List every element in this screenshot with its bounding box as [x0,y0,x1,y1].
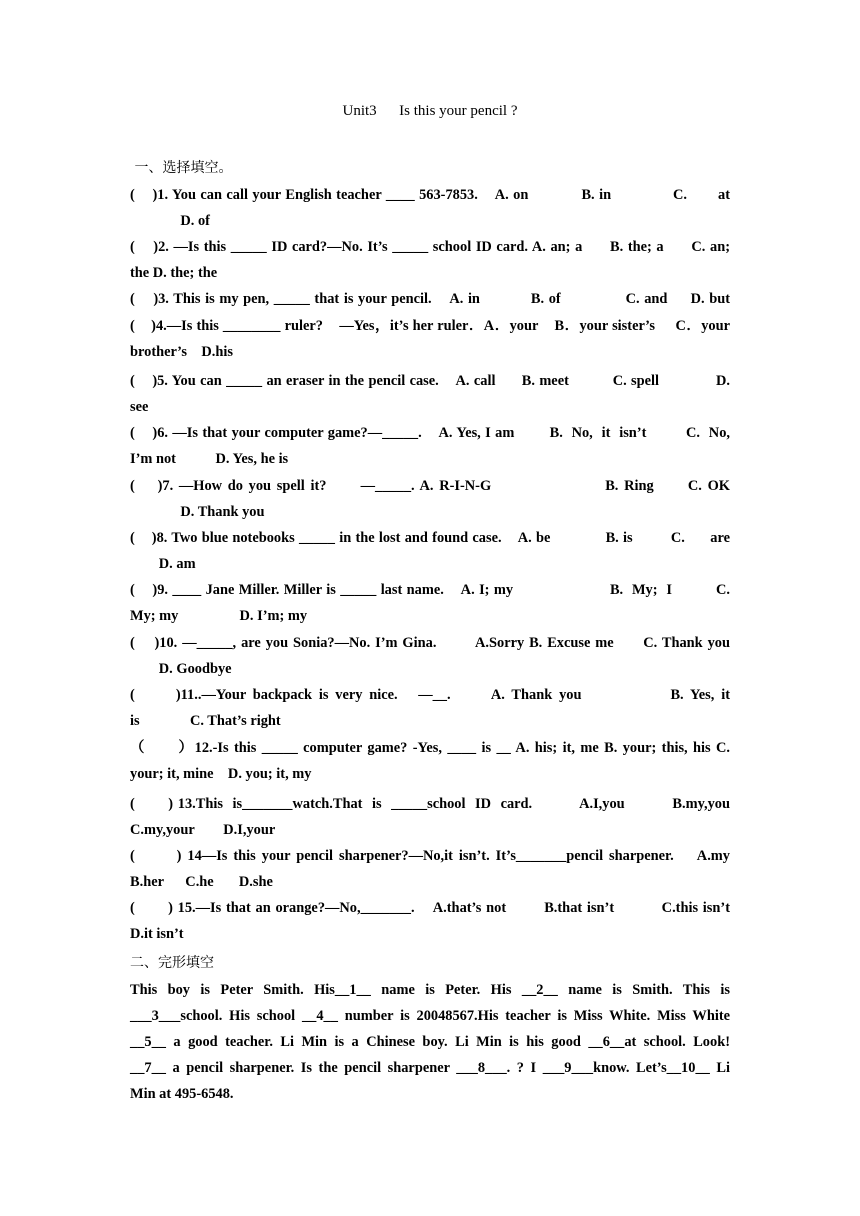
question-11 [130,682,730,734]
question-line-1: ( ) 15.—Is that an orange?—No,_______. A.that’s not B.that isn’t C.this isn’t [130,900,730,916]
question-line-2: the D. the; the [130,265,218,281]
question-14 [130,843,730,895]
section-heading-choice: 一、选择填空。 [130,160,233,176]
question-line-1: ( )3. This is my pen, _____ that is your pencil. A. in B. of C. and D. but [130,291,730,307]
question-line-2: brother’s D.his [130,344,233,360]
question-1 [130,182,730,234]
question-15 [130,895,730,947]
question-line-2: My; my D. I’m; my [130,608,308,624]
question-line-2: D. of [130,213,210,229]
question-line-1: ( )8. Two blue notebooks _____ in the lost and found case. A. be B. is C. are [130,530,730,546]
question-line-1: ( )9. ____ Jane Miller. Miller is _____ last name. A. I; my B. My; I C. [130,582,730,598]
question-line-1: ( )2. —Is this _____ ID card?—No. It’s _____ school ID card. A. an; a B. the; a C. an; [130,239,730,255]
question-13 [130,791,730,843]
question-line-1: ( )6. —Is that your computer game?—_____. A. Yes, I am B. No, it isn’t C. No, [130,425,730,441]
question-line-1: ( )7. —How do you spell it? —_____. A. R-I-N-G B. Ring C. OK [130,478,730,494]
question-12 [130,735,730,787]
question-line-1: ( )1. You can call your English teacher ____ 563-7853. A. on B. in C. at [130,187,730,203]
question-line-2: is C. That’s right [130,713,281,729]
section-heading-cloze: 二、完形填空 [130,955,214,971]
cloze-passage [130,977,730,1107]
question-line-1: （ ）12.-Is this _____ computer game? -Yes, ____ is __ A. his; it, me B. your; this, his C. [130,740,730,756]
cloze-line: __5__ a good teacher. Li Min is a Chinese boy. Li Min is his good __6__at school. Look! [130,1034,730,1050]
question-line-1: ( ) 14—Is this your pencil sharpener?—No,it isn’t. It’s_______pencil sharpener. A.my [130,848,730,864]
question-line-2: D. Thank you [130,504,265,520]
question-3 [130,286,730,312]
question-line-2: see [130,399,149,415]
question-4 [130,313,730,365]
question-line-2: I’m not D. Yes, he is [130,451,289,467]
question-line-2: D. Goodbye [130,661,232,677]
cloze-line: __7__ a pencil sharpener. Is the pencil sharpener ___8___. ? I ___9___know. Let’s__10__ Li [130,1060,730,1076]
question-9 [130,577,730,629]
cloze-line: Min at 495-6548. [130,1086,234,1102]
question-line-2: C.my,your D.I,your [130,822,276,838]
question-8 [130,525,730,577]
cloze-line: ___3___school. His school __4__ number is 20048567.His teacher is Miss White. Miss White [130,1008,730,1024]
question-7 [130,473,730,525]
question-line-2: D.it isn’t [130,926,184,942]
question-line-2: your; it, mine D. you; it, my [130,766,312,782]
question-line-1: ( )5. You can _____ an eraser in the pencil case. A. call B. meet C. spell D. [130,373,730,389]
question-line-1: ( )10. —_____, are you Sonia?—No. I’m Gina. A.Sorry B. Excuse me C. Thank you [130,635,730,651]
question-line-2: D. am [130,556,196,572]
question-6 [130,420,730,472]
question-line-1: ( )11..—Your backpack is very nice. —__. A. Thank you B. Yes, it [130,687,730,703]
question-2 [130,234,730,286]
question-5 [130,368,730,420]
question-line-2: B.her C.he D.she [130,874,273,890]
question-line-1: ( ) 13.This is_______watch.That is _____school ID card. A.I,you B.my,you [130,796,730,812]
cloze-line: This boy is Peter Smith. His__1__ name is Peter. His __2__ name is Smith. This is [130,982,730,998]
page-title: Unit3 Is this your pencil ? [342,103,518,119]
question-line-1: ( )4.—Is this ________ ruler? —Yes，it’s her ruler．A．your B．your sister’s C．your [130,318,730,334]
question-10 [130,630,730,682]
